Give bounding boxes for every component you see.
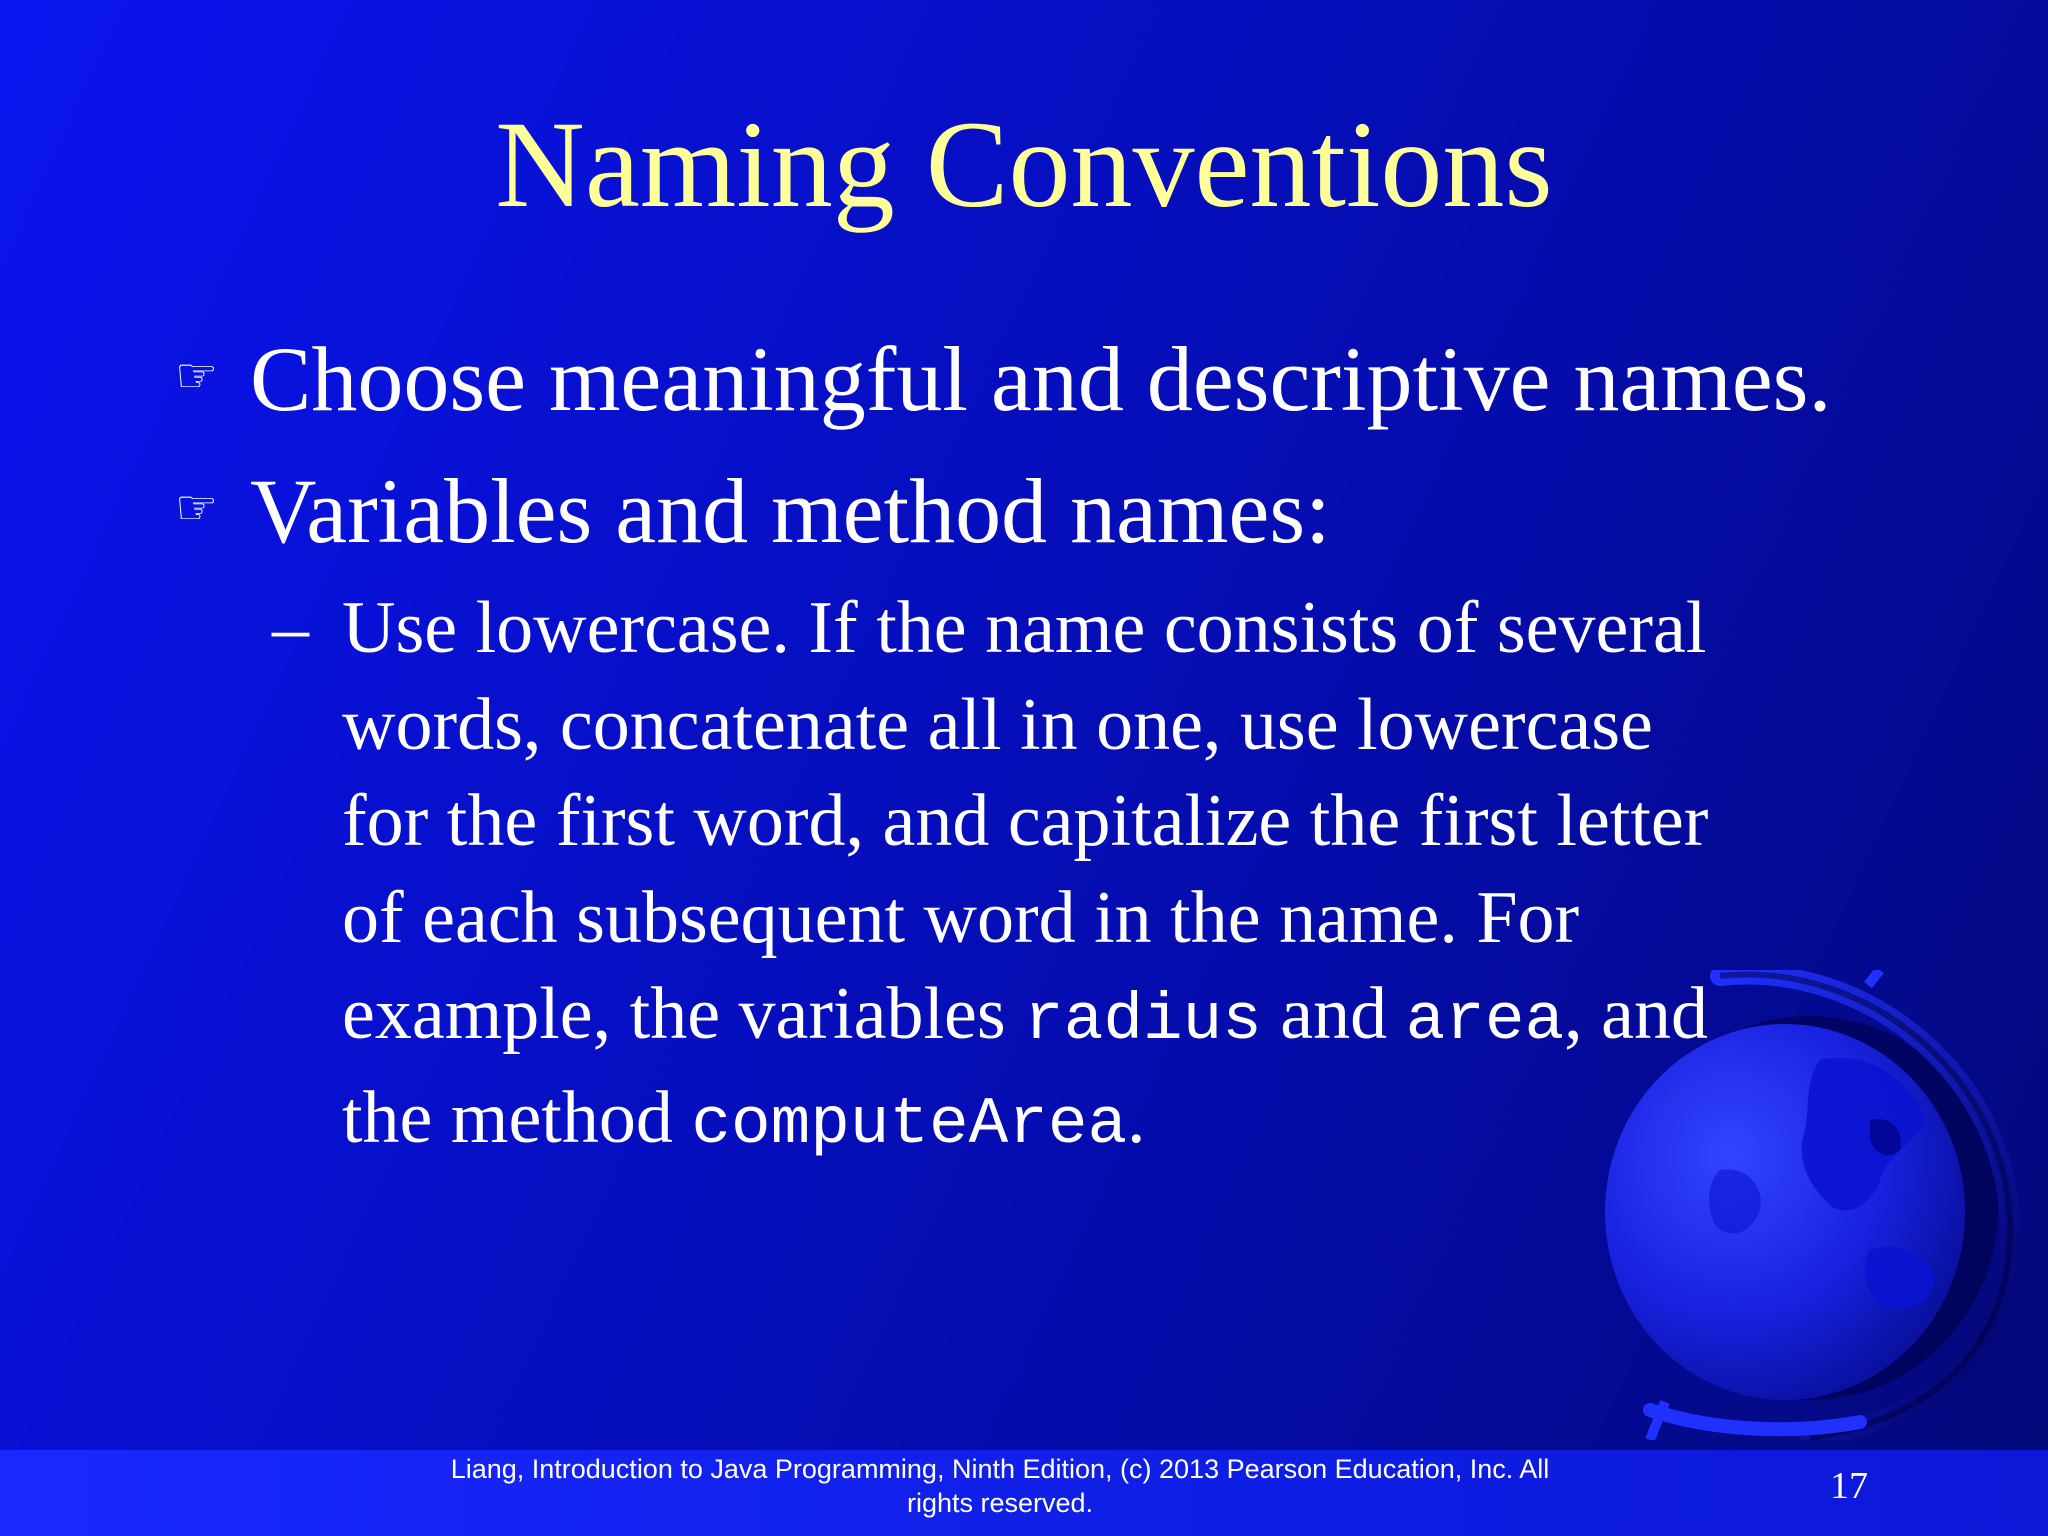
page-number: 17 bbox=[1830, 1465, 1868, 1507]
sub-bullet-line: Use lowercase. If the name consists of several bbox=[342, 587, 1707, 669]
slide-title: Naming Conventions bbox=[495, 96, 1553, 233]
footer-line: rights reserved. bbox=[906, 1488, 1094, 1518]
footer-line: Liang, Introduction to Java Programming, Ninth Edition, (c) 2013 Pearson Education, Inc. All bbox=[450, 1454, 1550, 1484]
pointing-hand-icon: ☞ bbox=[175, 480, 219, 536]
text-segment: example, the variables bbox=[342, 973, 1025, 1055]
text-segment: . bbox=[1127, 1076, 1146, 1159]
footer-copyright bbox=[400, 1452, 1600, 1520]
sub-bullet-line: for the first word, and capitalize the first letter bbox=[342, 780, 1709, 862]
sub-bullet-line: words, concatenate all in one, use lowercase bbox=[342, 683, 1653, 766]
dash-marker: – bbox=[272, 587, 309, 669]
sub-bullet-line: of each subsequent word in the name. For bbox=[342, 876, 1580, 959]
globe-icon bbox=[1570, 970, 2020, 1440]
bullet-text: Variables and method names: bbox=[250, 460, 1331, 562]
text-segment: , and bbox=[1564, 973, 1708, 1055]
code-area: area bbox=[1405, 983, 1565, 1058]
bullet-item bbox=[175, 456, 1331, 563]
text-segment: and bbox=[1261, 973, 1406, 1055]
code-radius: radius bbox=[1024, 983, 1262, 1058]
code-computearea: computeArea bbox=[691, 1086, 1128, 1162]
bullet-item bbox=[175, 324, 1831, 431]
text-segment: the method bbox=[342, 1076, 692, 1159]
bullet-text: Choose meaningful and descriptive names. bbox=[250, 328, 1832, 430]
pointing-hand-icon: ☞ bbox=[175, 348, 219, 404]
